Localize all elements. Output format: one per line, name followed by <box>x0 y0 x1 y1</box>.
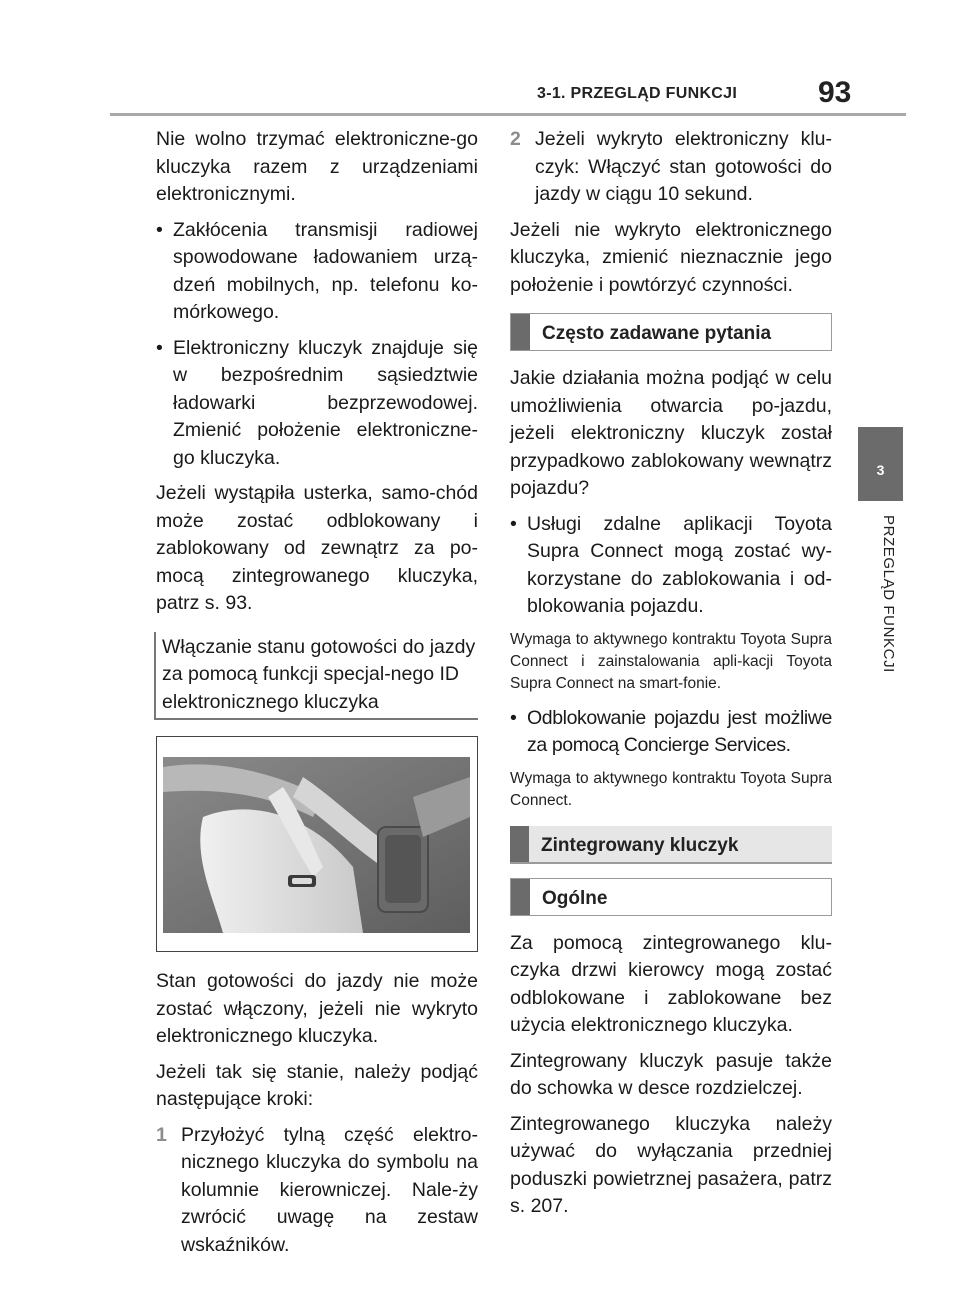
integrated-key-heading <box>510 826 832 864</box>
header-rule <box>110 113 906 116</box>
paragraph: Zintegrowany kluczyk pasuje także do schowka w desce rozdzielczej. <box>510 1049 832 1099</box>
right-column <box>510 126 832 1229</box>
heading-marker <box>511 879 530 915</box>
section-title: 3-1. PRZEGLĄD FUNKCJI <box>537 85 738 102</box>
step-text: Jeżeli wykryto elektroniczny klu-czyk: Włączyć stan gotowości do jazdy w ciągu 10 sekund. <box>535 128 832 205</box>
steering-column-illustration <box>156 736 478 952</box>
heading-text: Ogólne <box>542 887 608 909</box>
general-heading <box>510 878 832 916</box>
bullet-item: • Zakłócenia transmisji radiowej spowodowane ładowaniem urzą-dzeń mobilnych, np. telefonu ko-mórkowego. <box>156 217 478 327</box>
subsection-heading: Włączanie stanu gotowości do jazdy za pomocą funkcji specjal-nego ID elektronicznego kluczyka <box>154 632 478 721</box>
bullet-item: • Elektroniczny kluczyk znajduje się w bezpośrednim sąsiedztwie ładowarki bezprzewodowej. Zmienić położenie elektroniczne-go kluczyka. <box>156 335 478 473</box>
paragraph: Nie wolno trzymać elektroniczne-go kluczyka razem z urządzeniami elektronicznymi. <box>156 128 478 205</box>
paragraph: Jeżeli tak się stanie, należy podjąć następujące kroki: <box>156 1060 478 1110</box>
step-item <box>510 126 832 209</box>
step-number: 2 <box>510 128 521 150</box>
paragraph: Za pomocą zintegrowanego klu-czyka drzwi kierowcy mogą zostać odblokowane i zablokowane bez użycia elektronicznego kluczyka. <box>510 931 832 1036</box>
paragraph: Jeżeli nie wykryto elektronicznego kluczyka, zmienić nieznacznie jego położenie i powtórzyć czynności. <box>510 218 832 296</box>
steering-column-photo <box>163 757 470 933</box>
note: Wymaga to aktywnego kontraktu Toyota Supra Connect. <box>510 769 832 809</box>
bullet-item: • Odblokowanie pojazdu jest możliwe za pomocą Concierge Services. <box>510 705 832 760</box>
chapter-tab <box>858 427 903 501</box>
bullet-item: • Usługi zdalne aplikacji Toyota Supra Connect mogą zostać wy-korzystane do zablokowania i od-blokowania pojazdu. <box>510 511 832 621</box>
faq-heading <box>510 313 832 351</box>
paragraph: Zintegrowanego kluczyka należy używać do wyłączania przedniej poduszki powietrznej pasażera, patrz s. 207. <box>510 1112 832 1217</box>
note: Wymaga to aktywnego kontraktu Toyota Supra Connect i zainstalowania apli-kacji Toyota Supra Connect na smart-fonie. <box>510 630 832 692</box>
paragraph: Jeżeli wystąpiła usterka, samo-chód może zostać odblokowany i zablokowany od zewnątrz za po-mocą zintegrowanego kluczyka, patrz s. 93. <box>156 482 478 614</box>
step-text: Przyłożyć tylną część elektro-nicznego kluczyka do symbolu na kolumnie kierowniczej. Nale-ży zwrócić uwagę na zestaw wskaźników. <box>181 1123 478 1256</box>
step-item <box>156 1122 478 1260</box>
left-column <box>156 126 478 1267</box>
paragraph: Jakie działania można podjąć w celu umożliwienia otwarcia po-jazdu, jeżeli elektroniczny kluczyk został przypadkowo zablokowany wewnątrz pojazdu? <box>510 367 832 499</box>
heading-marker <box>511 314 530 350</box>
chapter-label: PRZEGLĄD FUNKCJI <box>880 515 897 673</box>
paragraph: Stan gotowości do jazdy nie może zostać włączony, jeżeli nie wykryto elektronicznego kluczyka. <box>156 970 478 1047</box>
heading-text: Często zadawane pytania <box>542 323 772 344</box>
chapter-number: 3 <box>876 462 885 478</box>
heading-marker <box>510 826 529 862</box>
page-number: 93 <box>818 76 852 109</box>
heading-text: Zintegrowany kluczyk <box>541 834 739 856</box>
step-number: 1 <box>156 1123 167 1146</box>
